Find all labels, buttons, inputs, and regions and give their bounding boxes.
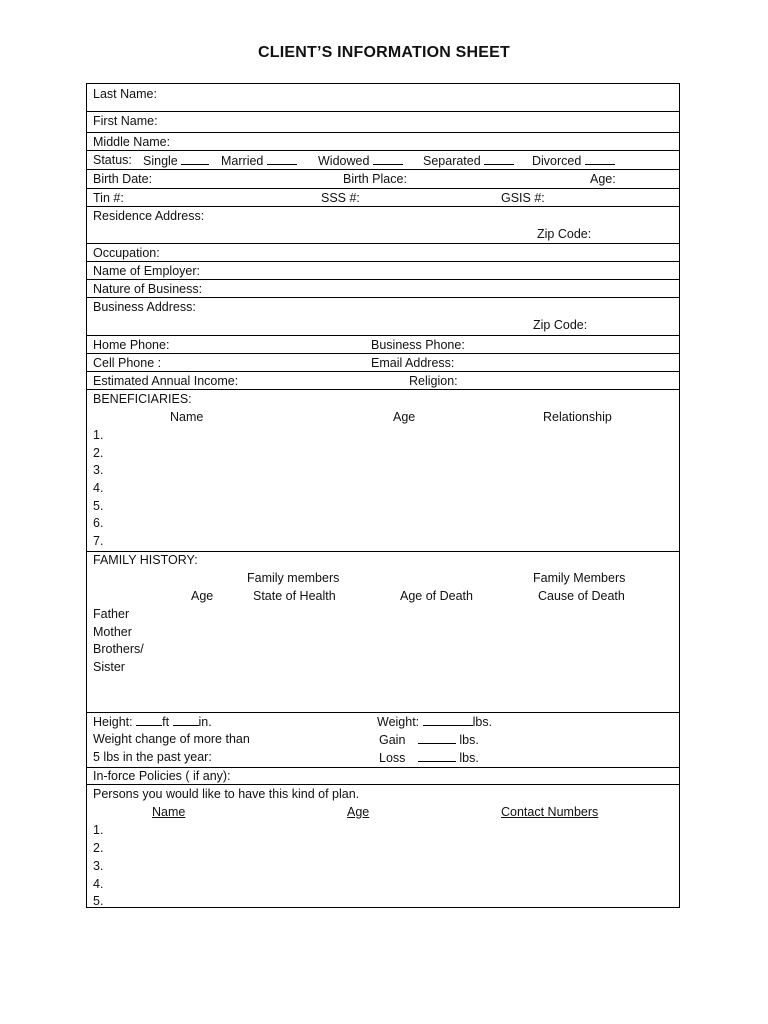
beneficiary-row: 2. xyxy=(93,446,104,460)
row-divider xyxy=(87,371,679,372)
loss-blank[interactable] xyxy=(418,750,456,762)
referral-row: 1. xyxy=(93,823,104,837)
beneficiary-name-header: Name xyxy=(170,410,204,424)
row-divider xyxy=(87,111,679,112)
status-single-option[interactable] xyxy=(143,153,209,168)
status-single-label: Single xyxy=(143,154,178,168)
client-information-form xyxy=(86,83,680,908)
home-phone-label: Home Phone: xyxy=(93,338,170,352)
nature-of-business-label: Nature of Business: xyxy=(93,282,203,296)
loss-label: Loss xyxy=(379,751,406,765)
past-year-label: 5 lbs in the past year: xyxy=(93,750,212,764)
row-divider xyxy=(87,261,679,262)
residence-address-label: Residence Address: xyxy=(93,209,205,223)
height-field xyxy=(93,714,212,729)
family-history-heading: FAMILY HISTORY: xyxy=(93,553,198,567)
beneficiary-row: 4. xyxy=(93,481,104,495)
business-zip-code-label: Zip Code: xyxy=(533,318,588,332)
row-divider xyxy=(87,206,679,207)
beneficiaries-heading: BENEFICIARIES: xyxy=(93,392,192,406)
row-divider xyxy=(87,335,679,336)
middle-name-label: Middle Name: xyxy=(93,135,171,149)
family-state-of-health-header: State of Health xyxy=(253,589,336,603)
gsis-label: GSIS #: xyxy=(501,191,545,205)
family-members-header: Family members xyxy=(247,571,340,585)
family-row-label: Mother xyxy=(93,625,132,639)
business-phone-label: Business Phone: xyxy=(371,338,465,352)
family-row-label: Sister xyxy=(93,660,125,674)
row-divider xyxy=(87,353,679,354)
employer-label: Name of Employer: xyxy=(93,264,200,278)
row-divider xyxy=(87,243,679,244)
gain-label: Gain xyxy=(379,733,406,747)
status-divorced-option[interactable] xyxy=(532,153,615,168)
status-separated-option[interactable] xyxy=(423,153,514,168)
referral-name-header: Name xyxy=(152,805,186,819)
residence-zip-code-label: Zip Code: xyxy=(537,227,592,241)
beneficiary-row: 3. xyxy=(93,463,104,477)
referral-contact-header: Contact Numbers xyxy=(501,805,599,819)
referral-row: 3. xyxy=(93,859,104,873)
loss-field xyxy=(379,750,479,765)
row-divider xyxy=(87,551,679,552)
status-separated-blank[interactable] xyxy=(484,153,514,165)
status-widowed-option[interactable] xyxy=(318,153,403,168)
gain-field xyxy=(379,732,479,747)
referral-row: 4. xyxy=(93,877,104,891)
inforce-policies-label: In-force Policies ( if any): xyxy=(93,769,231,783)
weight-unit: lbs. xyxy=(472,715,493,729)
weight-field xyxy=(377,714,492,729)
row-divider xyxy=(87,784,679,785)
row-divider xyxy=(87,150,679,151)
row-divider xyxy=(87,132,679,133)
weight-label: Weight: xyxy=(377,715,420,729)
height-label: Height: xyxy=(93,715,133,729)
status-widowed-blank[interactable] xyxy=(373,153,403,165)
status-married-label: Married xyxy=(221,154,264,168)
height-ft-blank[interactable] xyxy=(136,714,162,726)
height-ft-unit: ft xyxy=(162,715,170,729)
first-name-label: First Name: xyxy=(93,114,158,128)
row-divider xyxy=(87,297,679,298)
beneficiary-age-header: Age xyxy=(393,410,416,424)
business-address-label: Business Address: xyxy=(93,300,196,314)
status-divorced-label: Divorced xyxy=(532,154,582,168)
weight-blank[interactable] xyxy=(423,714,473,726)
status-label: Status: xyxy=(93,153,132,167)
beneficiary-row: 5. xyxy=(93,499,104,513)
tin-label: Tin #: xyxy=(93,191,124,205)
referral-row: 2. xyxy=(93,841,104,855)
beneficiary-relationship-header: Relationship xyxy=(543,410,612,424)
family-row-label: Brothers/ xyxy=(93,642,144,656)
status-single-blank[interactable] xyxy=(181,153,209,165)
height-in-blank[interactable] xyxy=(173,714,199,726)
row-divider xyxy=(87,279,679,280)
family-age-of-death-header: Age of Death xyxy=(400,589,473,603)
row-divider xyxy=(87,389,679,390)
beneficiary-row: 6. xyxy=(93,516,104,530)
status-widowed-label: Widowed xyxy=(318,154,370,168)
referral-age-header: Age xyxy=(347,805,370,819)
occupation-label: Occupation: xyxy=(93,246,160,260)
sss-label: SSS #: xyxy=(321,191,360,205)
row-divider xyxy=(87,712,679,713)
annual-income-label: Estimated Annual Income: xyxy=(93,374,239,388)
beneficiary-row: 7. xyxy=(93,534,104,548)
family-cause-of-death-header: Cause of Death xyxy=(538,589,625,603)
height-in-unit: in. xyxy=(198,715,212,729)
birth-date-label: Birth Date: xyxy=(93,172,153,186)
page-title: CLIENT’S INFORMATION SHEET xyxy=(257,44,510,61)
beneficiary-row: 1. xyxy=(93,428,104,442)
referral-row: 5. xyxy=(93,894,104,908)
referrals-heading: Persons you would like to have this kind of plan. xyxy=(93,787,360,801)
family-age-header: Age xyxy=(191,589,214,603)
gain-unit: lbs. xyxy=(459,733,479,747)
religion-label: Religion: xyxy=(409,374,458,388)
family-members-header-2: Family Members xyxy=(533,571,626,585)
email-address-label: Email Address: xyxy=(371,356,455,370)
status-married-option[interactable] xyxy=(221,153,297,168)
status-married-blank[interactable] xyxy=(267,153,297,165)
age-label: Age: xyxy=(590,172,616,186)
row-divider xyxy=(87,169,679,170)
gain-blank[interactable] xyxy=(418,732,456,744)
weight-change-label: Weight change of more than xyxy=(93,732,250,746)
status-separated-label: Separated xyxy=(423,154,481,168)
birth-place-label: Birth Place: xyxy=(343,172,407,186)
row-divider xyxy=(87,188,679,189)
cell-phone-label: Cell Phone : xyxy=(93,356,162,370)
status-divorced-blank[interactable] xyxy=(585,153,615,165)
family-row-label: Father xyxy=(93,607,130,621)
last-name-label: Last Name: xyxy=(93,87,157,101)
row-divider xyxy=(87,767,679,768)
loss-unit: lbs. xyxy=(459,751,479,765)
